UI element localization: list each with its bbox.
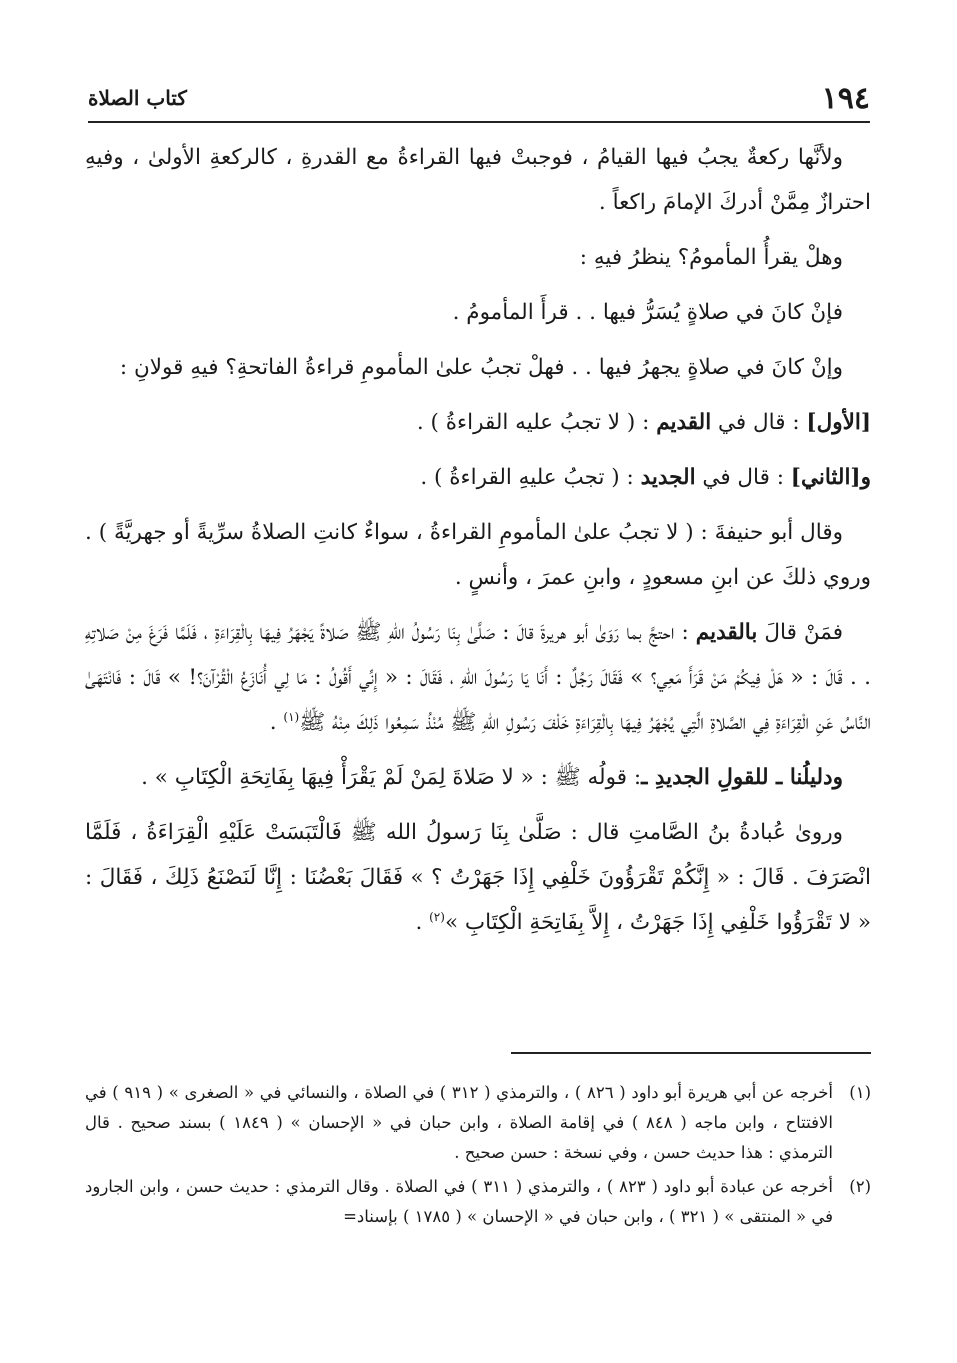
footnote-2	[85, 1172, 871, 1232]
page-header	[88, 78, 870, 118]
footnote-text: أخرجه عن أبي هريرة أبو داود ( ٨٢٦ ) ، والترمذي ( ٣١٢ ) في الصلاة ، والنسائي في « الصغرى » ( ٩١٩ ) في الافتتاح ، وابن ماجه ( ٨٤٨ ) في إقامة الصلاة ، وابن حبان في « الإحسان » ( ١٨٤٩ ) بسند صحيح . قال الترمذي : هذا حديث حسن ، وفي نسخة : حسن صحيح .	[85, 1083, 833, 1162]
opinion-second: و[الثاني] : قال في الجديد : ( تجبُ عليهِ القراءةُ ) .	[420, 465, 871, 490]
paragraph-rakah: ولأنَّها ركعةٌ يجبُ فيها القيامُ ، فوجبتْ فيها القراءةُ مع القدرةِ ، كالركعةِ الأولىٰ ، وفيهِ احترازٌ مِمَّنْ أدركَ الإمامَ راكعاً .	[85, 145, 871, 215]
opinion-first: [الأول] : قال في القديم : ( لا تجبُ عليه القراءةُ ) .	[416, 410, 871, 435]
opinion-second-label: و[الثاني]	[790, 465, 871, 490]
footnote-number: (١)	[849, 1083, 871, 1102]
paragraph-old-opinion-evidence: فمَنْ قالَ بالقديم : احتجَّ بما رَوَىٰ أبو هريرةَ قالَ : صَلَّىٰ بِنَا رَسُولُ اللهِ ﷺ صَلاةً يَجْهَرُ فِيهَا بِالْقِرَاءَةِ ، فَلَمَّا فَرَغَ مِنْ صَلاتِهِ . . قَالَ : « هَلْ فِيكُمْ مَنْ قَرَأَ مَعِي؟ » فَقَالَ رَجُلٌ : أَنَا يَا رَسُولَ اللهِ ، فَقَالَ : « إِنِّي أَقُولُ : مَا لِي أُنَازَعُ الْقُرْآنَ؟! » قَالَ : فَانْتَهَىٰ النَّاسُ عَنِ الْقِرَاءَةِ فِي الصَّلاةِ الَّتِي يُجْهَرُ فِيهَا بِالْقِرَاءَةِ خَلْفَ رَسُولِ اللهِ ﷺ مُنْذُ سَمِعُوا ذَلِكَ مِنْهُ ﷺ$^{(١)}$ .	[85, 620, 871, 735]
paragraph-silent-prayer: فإنْ كانَ في صلاةٍ يُسَرُّ فيها . . قرأَ المأمومُ .	[452, 300, 843, 325]
footnote-number: (٢)	[849, 1177, 871, 1196]
opinion-first-label: [الأول]	[806, 410, 871, 435]
footnote-ref-2[interactable]: (٢)	[429, 909, 445, 924]
paragraph-ubada: وروىٰ عُبادةُ بنُ الصَّامتِ قال : صَلَّىٰ بِنَا رَسولُ الله ﷺ فَالْتَبَسَتْ عَلَيْهِ الْقِرَاءَةُ ، فَلَمَّا انْصَرَفَ . قَالَ : « إِنَّكُمْ تَقْرَؤُونَ خَلْفِي إِذَا جَهَرْتُ ؟ » فَقَالَ بَعْضُنَا : إِنَّا لَنَصْنَعُ ذَلِكَ ، فَقَالَ : « لا تَقْرَؤُوا خَلْفِي إِذَا جَهَرْتُ ، إِلاَّ بِفَاتِحَةِ الْكِتَابِ »$^{(٢)}$ .	[85, 820, 871, 935]
paragraph-loud-prayer: وإنْ كانَ في صلاةٍ يجهرُ فيها . . فهلْ تجبُ علىٰ المأمومِ قراءةُ الفاتحةِ؟ فيهِ قولانِ :	[119, 355, 843, 380]
page-number: ١٩٤	[821, 80, 870, 116]
paragraph-abu-hanifa: وقال أبو حنيفةَ : ( لا تجبُ علىٰ المأمومِ القراءةُ ، سواءٌ كانتِ الصلاةُ سرِّيةً أو جهريَّةً ) . وروي ذلكَ عن ابنِ مسعودٍ ، وابنِ عمرَ ، وأنسٍ .	[85, 520, 871, 590]
running-title: كتاب الصلاة	[88, 86, 187, 110]
footnotes	[85, 1078, 871, 1236]
paragraph-new-opinion-evidence: ودليلُنا ـ للقولِ الجديدِ ـ: قولُه ﷺ : « لا صَلاةَ لِمَنْ لَمْ يَقْرَأْ فِيهَا بِفَاتِحَةِ الْكِتَابِ » .	[141, 765, 843, 790]
footnote-rule	[511, 1052, 871, 1054]
header-rule	[88, 121, 870, 123]
footnote-text: أخرجه عن عبادة أبو داود ( ٨٢٣ ) ، والترمذي ( ٣١١ ) في الصلاة . وقال الترمذي : حديث حسن ، وابن الجارود في « المنتقى » ( ٣٢١ ) ، وابن حبان في « الإحسان » ( ١٧٨٥ ) بإسناد=	[85, 1177, 833, 1226]
paragraph-question: وهلْ يقرأُ المأمومُ؟ ينظرُ فيهِ :	[579, 245, 843, 270]
footnote-ref-1[interactable]: (١)	[283, 709, 300, 724]
footnote-1	[85, 1078, 871, 1168]
main-text	[85, 135, 871, 955]
